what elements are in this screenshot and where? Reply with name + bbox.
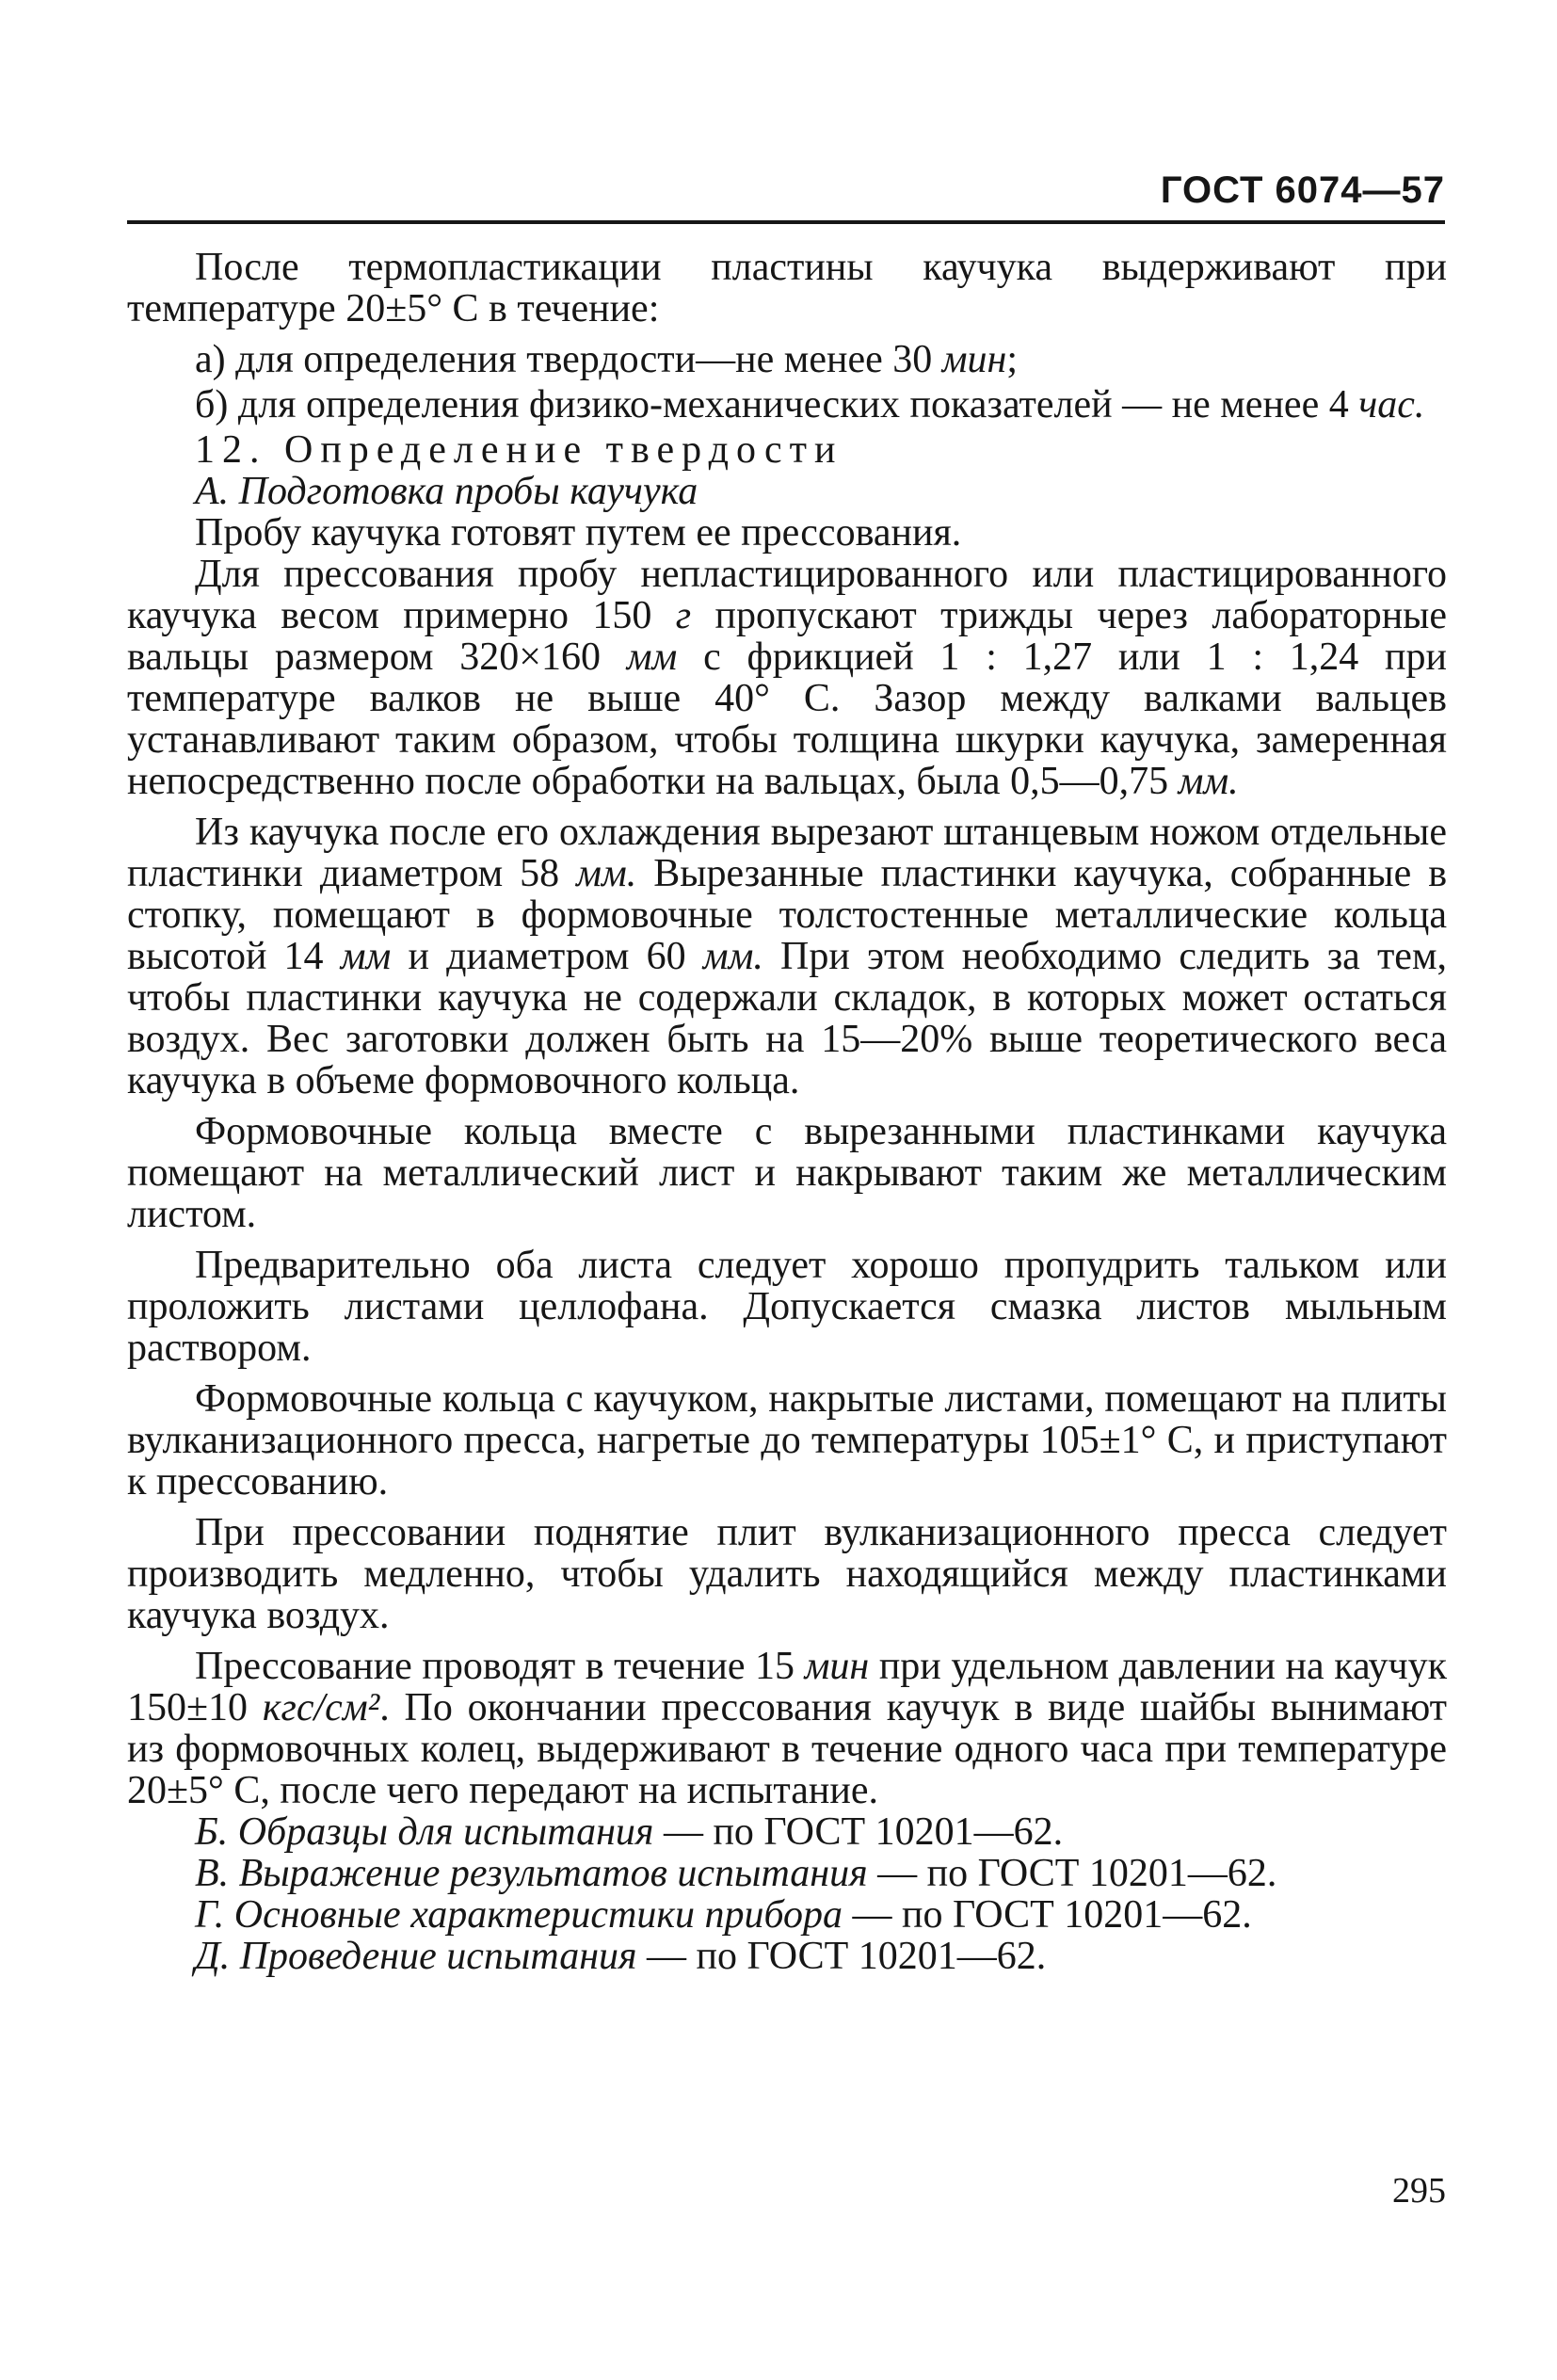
unit-run: мм	[626, 635, 678, 679]
text-run: При этом необходимо следить за тем, чтобы пластинки каучука не содержали складок, в которых может остаться воздух. Вес заготовки должен быть на 15—20% выше теоретического веса каучука в объеме формовочного кольца.	[127, 935, 1448, 1102]
reference-target: — по ГОСТ 10201—62.	[867, 1852, 1277, 1895]
reference-label: В. Выражение результатов испытания	[195, 1852, 868, 1895]
section-title-text: 12. Определение твердости	[195, 428, 843, 472]
subsection-a-heading: А. Подготовка пробы каучука	[195, 470, 698, 513]
sample-prep-paragraph: Пробу каучука готовят путем ее прессования.	[195, 511, 962, 555]
reference-g	[127, 1894, 1447, 1936]
pressing-paragraph-7	[127, 1646, 1447, 1811]
text-run: пропускают трижды через лабораторные вальцы размером 320×160	[127, 594, 1448, 679]
pressing-paragraph-4: Предварительно оба листа следует хорошо пропудрить тальком или проложить листами целлофана. Допускается смазка листов мыльным раствором.	[127, 1244, 1447, 1370]
text-run: . По окончании прессования каучук в виде шайбы вынимают из формовочных колец, выдерживают в течение одного часа при температуре 20±5° С, после чего передают на испытание.	[127, 1686, 1447, 1812]
text-run: с фрикцией 1 : 1,27 или 1 : 1,24 при температуре валков не выше 40° С. Зазор между валками вальцев устанавливают таким образом, чтобы толщина шкурки каучука, замеренная непосредственно после обработки на вальцах, была 0,5—0,75	[127, 635, 1447, 803]
pressing-paragraph-3: Формовочные кольца вместе с вырезанными пластинками каучука помещают на металлический лист и накрывают таким же металлическим листом.	[127, 1110, 1447, 1236]
unit-run: мин	[804, 1645, 870, 1688]
text-run: и диаметром 60	[408, 935, 686, 978]
reference-label: Г. Основные характеристики прибора	[195, 1893, 843, 1937]
reference-b	[127, 1811, 1447, 1853]
page-number: 295	[1392, 2171, 1446, 2211]
list-item-b-unit: час.	[1358, 383, 1425, 426]
list-item-a-unit: мин	[941, 338, 1007, 381]
unit-run: г	[675, 594, 692, 637]
pressing-paragraph-5: Формовочные кольца с каучуком, накрытые листами, помещают на плиты вулканизационного пресса, нагретые до температуры 105±1° С, и приступают к прессованию.	[127, 1377, 1447, 1504]
text-run: Прессование проводят в течение 15	[195, 1645, 795, 1688]
list-item-a-end: ;	[1006, 338, 1019, 381]
reference-target: — по ГОСТ 10201—62.	[636, 1935, 1047, 1978]
reference-label: Д. Проведение испытания	[195, 1935, 637, 1978]
intro-paragraph: После термопластикации пластины каучука выдерживают при температуре 20±5° С в течение:	[127, 246, 1447, 330]
pressing-paragraph-2	[127, 812, 1447, 1102]
reference-d	[127, 1936, 1447, 1977]
pressing-paragraph-6: При прессовании поднятие плит вулканизационного пресса следует производить медленно, чтобы удалить находящийся между пластинками каучука воздух.	[127, 1511, 1447, 1637]
list-item-b	[127, 384, 1447, 426]
standard-number: ГОСТ 6074—57	[1160, 169, 1445, 211]
unit-run: мм.	[1178, 760, 1239, 803]
reference-v	[127, 1853, 1447, 1894]
unit-run: мм	[340, 935, 392, 978]
section-title	[127, 429, 1447, 471]
text-run: при удельном давлении на каучук 150±10	[127, 1645, 1448, 1729]
document-header	[127, 169, 1445, 212]
unit-run: мм.	[576, 852, 637, 895]
text-run: Из каучука после его охлаждения вырезают штанцевым ножом отдельные пластинки диаметром 58	[127, 811, 1447, 895]
reference-target: — по ГОСТ 10201—62.	[653, 1810, 1064, 1854]
reference-target: — по ГОСТ 10201—62.	[843, 1893, 1252, 1937]
reference-label: Б. Образцы для испытания	[195, 1810, 654, 1854]
list-item-a	[127, 339, 1447, 380]
unit-run: кгс/см²	[262, 1686, 380, 1729]
list-item-a-text: а) для определения твердости—не менее 30	[195, 338, 933, 381]
header-rule	[127, 220, 1445, 224]
text-run: Вырезанные пластинки каучука, собранные в стопку, помещают в формовочные толстостенные металлические кольца высотой 14	[127, 852, 1448, 978]
pressing-paragraph-1	[127, 554, 1447, 802]
unit-run: мм.	[702, 935, 763, 978]
page-body	[127, 247, 1447, 1977]
list-item-b-text: б) для определения физико-механических показателей — не менее 4	[195, 383, 1349, 426]
text-run: Для прессования пробу непластицированного или пластицированного каучука весом примерно 150	[127, 553, 1447, 637]
